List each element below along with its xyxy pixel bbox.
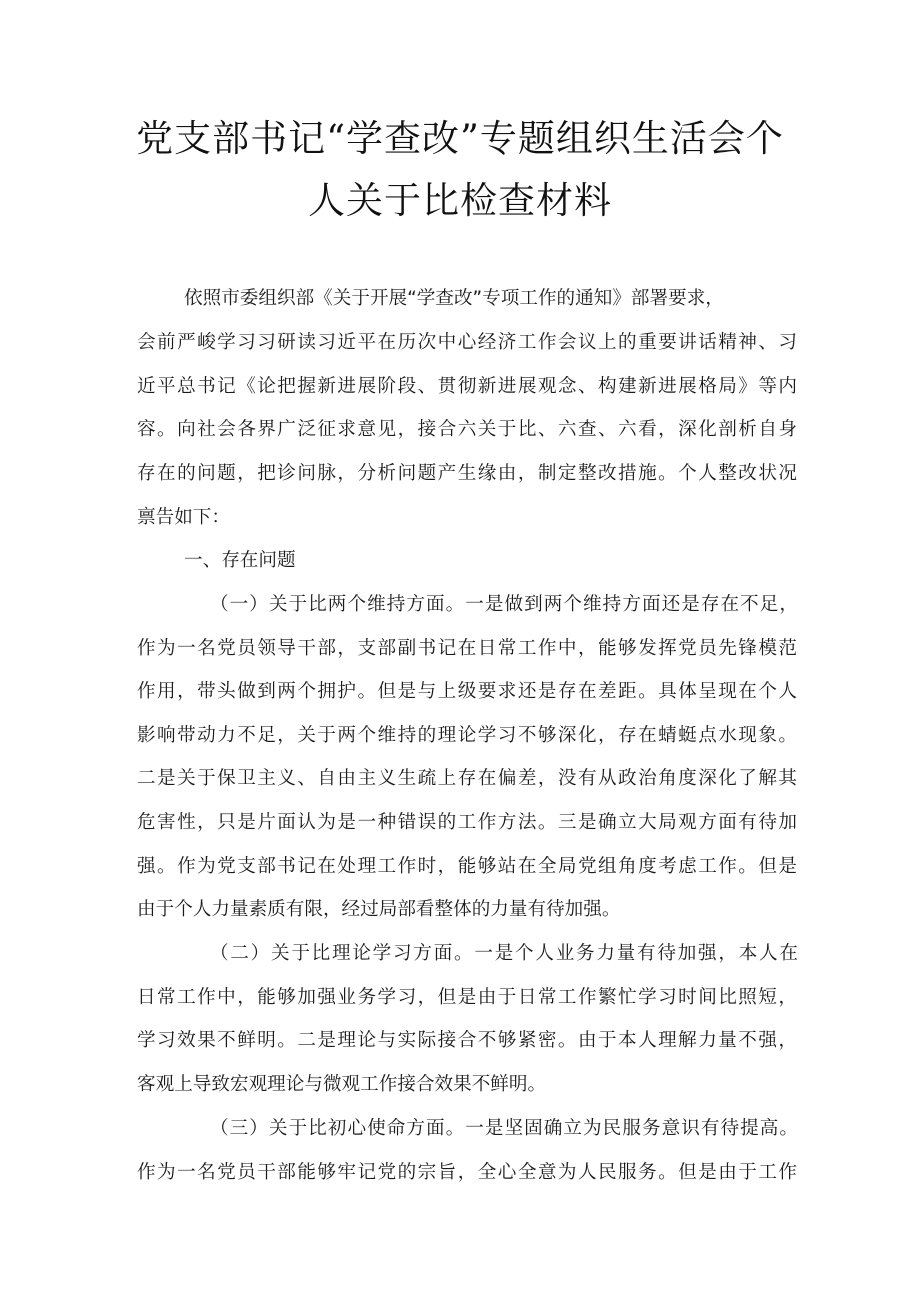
para1-line-7: 强。作为党支部书记在处理工作时，能够站在全局党组角度考虑工作。但是 <box>137 856 797 877</box>
intro-line-2: 会前严峻学习习研读习近平在历次中心经济工作会议上的重要讲话精神、习 <box>137 332 797 353</box>
para2-line-1: （二）关于比理论学习方面。一是个人业务力量有待加强，本人在 <box>210 943 798 964</box>
document-title-line-2: 人关于比检查材料 <box>308 179 612 222</box>
para3-line-2: 作为一名党员干部能够牢记党的宗旨，全心全意为人民服务。但是由于工作 <box>137 1162 797 1183</box>
para2-line-4: 客观上导致宏观理论与微观工作接合效果不鲜明。 <box>137 1074 547 1095</box>
para1-line-4: 影响带动力不足，关于两个维持的理论学习不够深化，存在蜻蜓点水现象。 <box>137 725 797 746</box>
para1-line-2: 作为一名党员领导干部，支部副书记在日常工作中，能够发挥党员先锋模范 <box>137 638 797 659</box>
para3-line-1: （三）关于比初心使命方面。一是坚固确立为民服务意识有待提高。 <box>210 1118 798 1139</box>
intro-line-1: 依照市委组织部《关于开展“学查改”专项工作的通知》部署要求， <box>184 288 724 309</box>
intro-line-6: 禀告如下： <box>137 507 230 528</box>
para2-line-2: 日常工作中，能够加强业务学习，但是由于日常工作繁忙学习时间比照短， <box>137 987 797 1008</box>
para1-line-3: 作用，带头做到两个拥护。但是与上级要求还是存在差距。具体呈现在个人 <box>137 681 797 702</box>
para2-line-3: 学习效果不鲜明。二是理论与实际接合不够紧密。由于本人理解力量不强， <box>137 1030 797 1051</box>
document-title-line-1: 党支部书记“学查改”专题组织生活会个 <box>136 117 784 160</box>
intro-line-3: 近平总书记《论把握新进展阶段、贯彻新进展观念、构建新进展格局》等内 <box>137 376 797 397</box>
para1-line-1: （一）关于比两个维持方面。一是做到两个维持方面还是存在不足， <box>210 594 798 615</box>
intro-line-4: 容。向社会各界广泛征求意见，接合六关于比、六查、六看，深化剖析自身 <box>137 419 797 440</box>
para1-line-5: 二是关于保卫主义、自由主义生疏上存在偏差，没有从政治角度深化了解其 <box>137 768 797 789</box>
para1-line-8: 由于个人力量素质有限，经过局部看整体的力量有待加强。 <box>137 899 621 920</box>
para1-line-6: 危害性，只是片面认为是一种错误的工作方法。三是确立大局观方面有待加 <box>137 812 797 833</box>
section-heading: 一、存在问题 <box>184 550 296 571</box>
intro-line-5: 存在的问题，把诊问脉，分析问题产生缘由，制定整改措施。个人整改状况 <box>137 463 797 484</box>
